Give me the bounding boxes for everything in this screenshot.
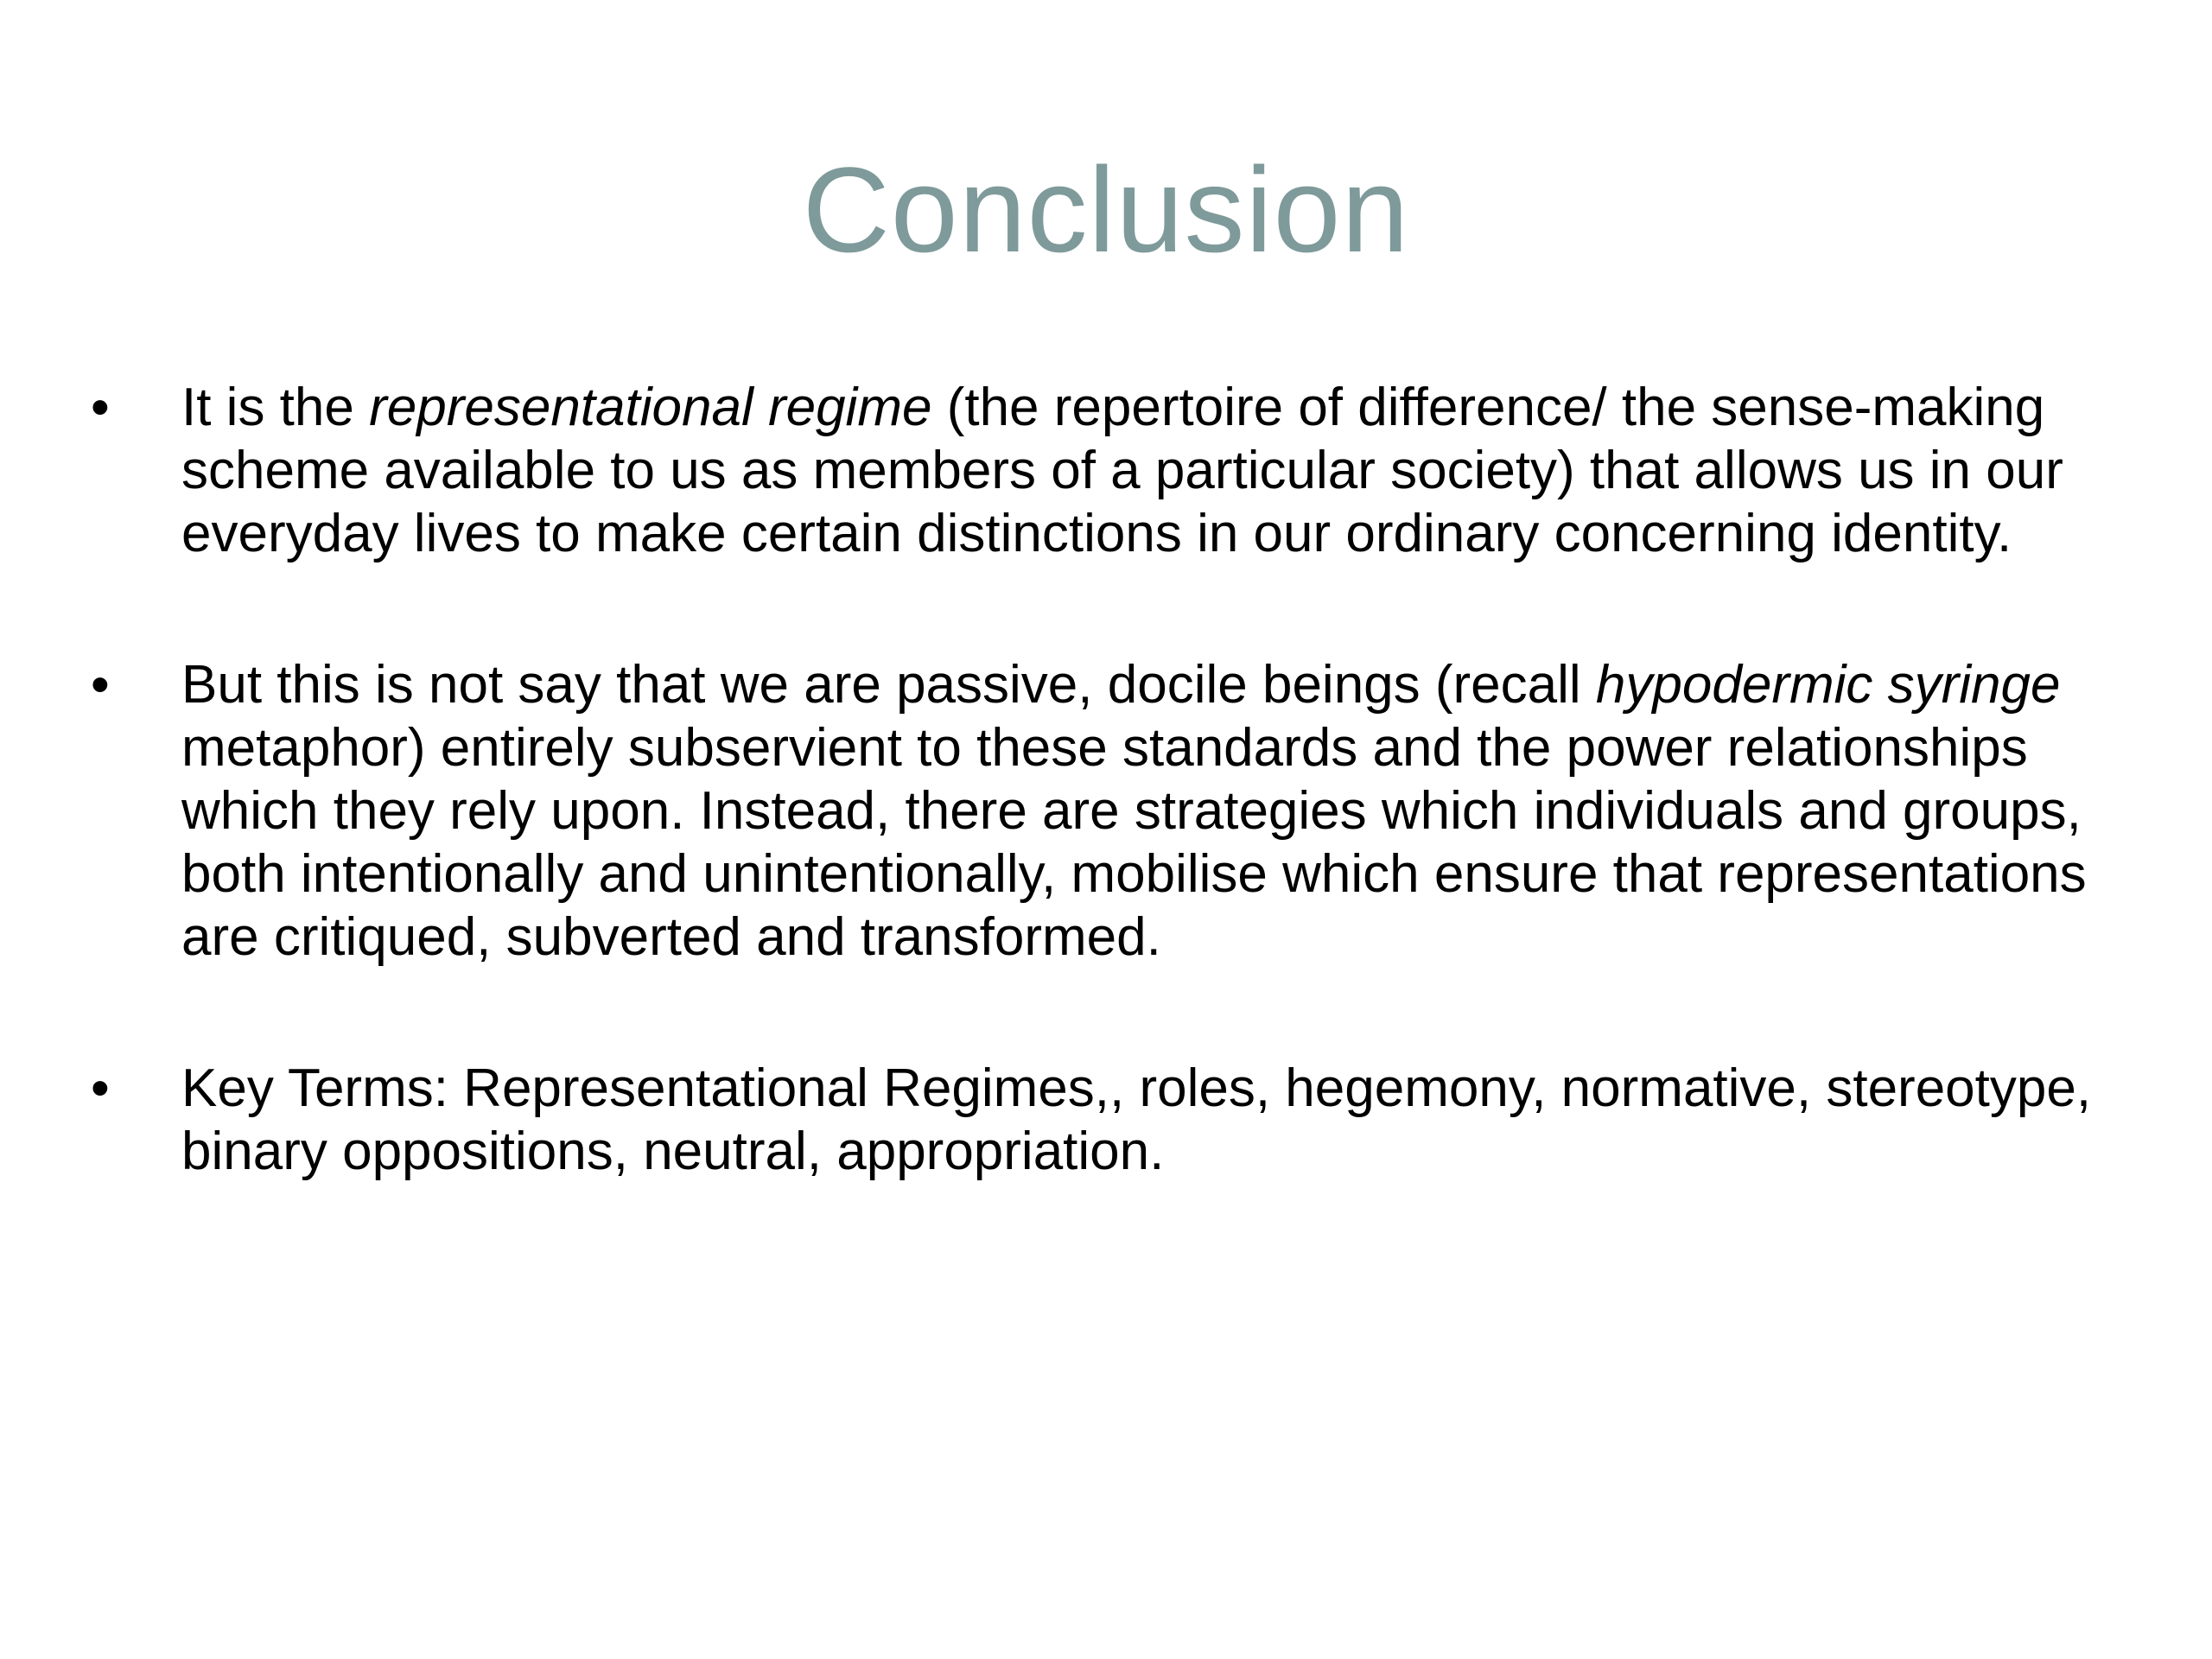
text-segment: But this is not say that we are passive, docile beings (recall [181, 655, 1596, 715]
emphasized-term: representational regime [369, 378, 932, 437]
bullet-item-3 [91, 1057, 2130, 1183]
bullet-list [91, 376, 2130, 1183]
text-segment: Key Terms: Representational Regimes,, roles, hegemony, normative, stereotype, binary oppositions, neutral, appropriation. [181, 1058, 2092, 1181]
bullet-dot-icon: • [91, 378, 110, 437]
bullet-dot-icon: • [91, 655, 110, 715]
bullet-item-1 [91, 376, 2130, 565]
bullet-dot-icon: • [91, 1058, 110, 1118]
bullet-text [181, 655, 2087, 967]
emphasized-term: hypodermic syringe [1595, 655, 2061, 715]
text-segment: (the repertoire of difference/ the sense-making scheme available to us as members of a particular society) that allows us in our everyday lives to make certain distinctions in our ordinary concerning identity. [181, 378, 2063, 563]
text-segment: metaphor) entirely subservient to these standards and the power relationships which they rely upon. Instead, there are strategies which individuals and groups, both intentionally and unintentionally, mobilise which ensure that representations are critiqued, subverted and transformed. [181, 718, 2087, 967]
text-segment: It is the [181, 378, 370, 437]
bullet-item-2 [91, 653, 2130, 969]
slide-title: Conclusion [802, 142, 1410, 277]
bullet-text [181, 378, 2063, 563]
bullet-text [181, 1058, 2091, 1181]
